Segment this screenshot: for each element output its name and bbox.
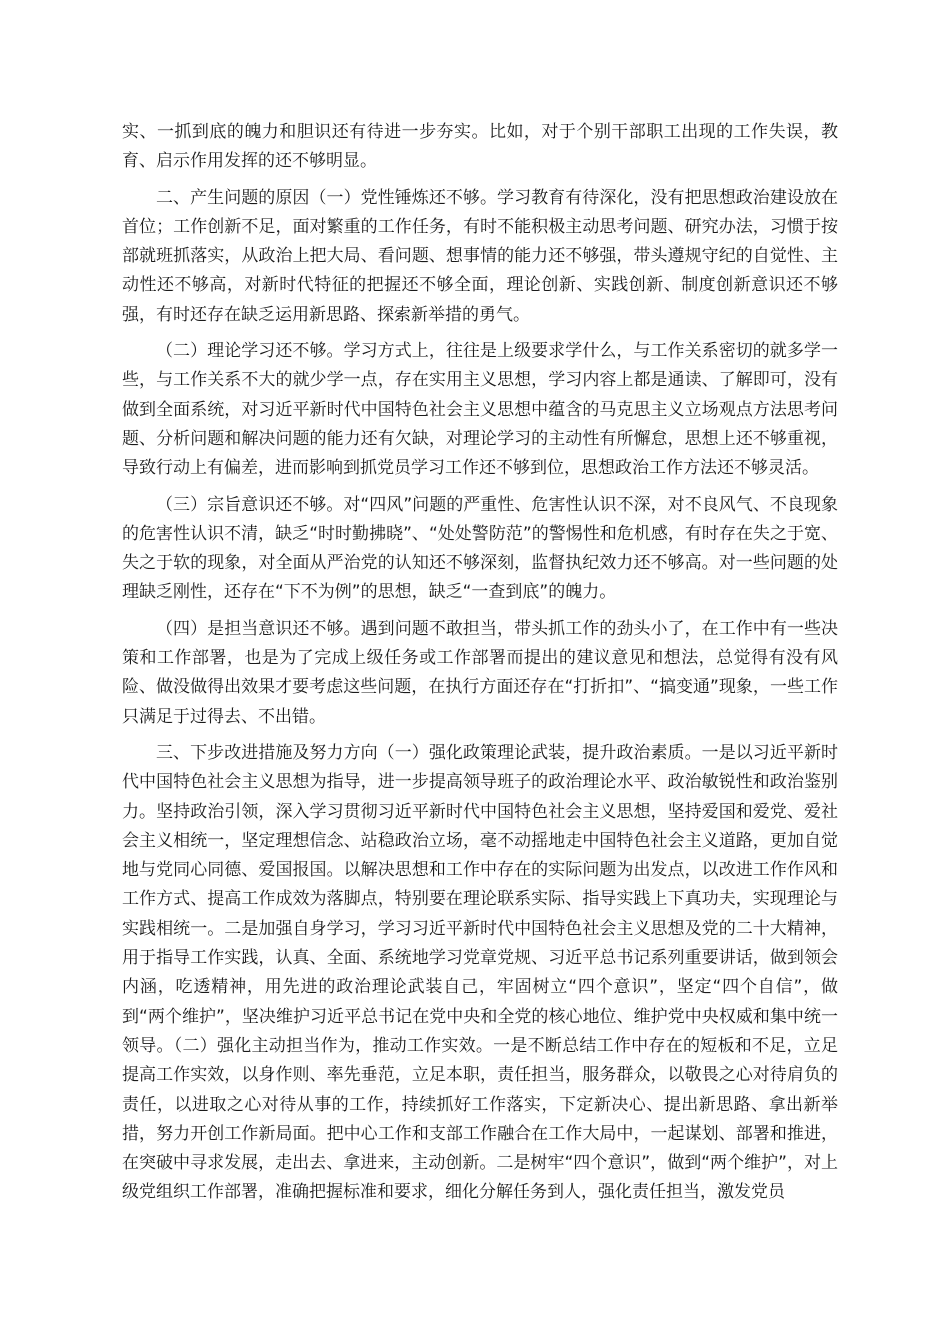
paragraph-responsibility-awareness: （四）是担当意识还不够。遇到问题不敢担当，带头抓工作的劲头小了，在工作中有一些决策和工作部署，也是为了完成上级任务或工作部署而提出的建议意见和想法，总觉得有没有风险、做没做得出效果才要考虑这些问题，在执行方面还存在“打折扣”、“搞变通”现象，一些工作只满足于过得去、不出错。 xyxy=(122,618,838,727)
document-page xyxy=(122,118,838,1215)
paragraph-improvement-measures: 三、下步改进措施及努力方向（一）强化政策理论武装，提升政治素质。一是以习近平新时代中国特色社会主义思想为指导，进一步提高领导班子的政治理论水平、政治敏锐性和政治鉴别力。坚持政治引领，深入学习贯彻习近平新时代中国特色社会主义思想，坚持爱国和爱党、爱社会主义相统一，坚定理想信念、站稳政治立场，毫不动摇地走中国特色社会主义道路，更加自觉地与党同心同德、爱国报国。以解决思想和工作中存在的实际问题为出发点，以改进工作作风和工作方式、提高工作成效为落脚点，特别要在理论联系实际、指导实践上下真功夫，实现理论与实践相统一。二是加强自身学习，学习习近平新时代中国特色社会主义思想及党的二十大精神，用于指导工作实践，认真、全面、系统地学习党章党规、习近平总书记系列重要讲话，做到领会内涵，吃透精神，用先进的政治理论武装自己，牢固树立“四个意识”，坚定“四个自信”，做到“两个维护”，坚决维护习近平总书记在党中央和全党的核心地位、维护党中央权威和集中统一领导。（二）强化主动担当作为，推动工作实效。一是不断总结工作中存在的短板和不足，立足提高工作实效，以身作则、率先垂范，立足本职，责任担当，服务群众，以敬畏之心对待肩负的责任，以进取之心对待从事的工作，持续抓好工作落实，下定新决心、提出新思路、拿出新举措，努力开创工作新局面。把中心工作和支部工作融合在工作大局中，一起谋划、部署和推进，在突破中寻求发展，走出去、拿进来，主动创新。二是树牢“四个意识”，做到“两个维护”，对上级党组织工作部署，准确把握标准和要求，细化分解任务到人，强化责任担当，激发党员 xyxy=(122,742,838,1203)
paragraph-purpose-awareness: （三）宗旨意识还不够。对“四风”问题的严重性、危害性认识不深，对不良风气、不良现象的危害性认识不清，缺乏“时时勤拂晓”、“处处警防范”的警惕性和危机感，有时存在失之于宽、失之于软的现象，对全面从严治党的认知还不够深刻，监督执纪效力还不够高。对一些问题的处理缺乏刚性，还存在“下不为例”的思想，缺乏“一查到底”的魄力。 xyxy=(122,494,838,603)
paragraph-causes-party-spirit: 二、产生问题的原因（一）党性锤炼还不够。学习教育有待深化，没有把思想政治建设放在首位；工作创新不足，面对繁重的工作任务，有时不能积极主动思考问题、研究办法，习惯于按部就班抓落实，从政治上把大局、看问题、想事情的能力还不够强，带头遵规守纪的自觉性、主动性还不够高，对新时代特征的把握还不够全面，理论创新、实践创新、制度创新意识还不够强，有时还存在缺乏运用新思路、探索新举措的勇气。 xyxy=(122,187,838,325)
paragraph-theory-study: （二）理论学习还不够。学习方式上，往往是上级要求学什么，与工作关系密切的就多学一些，与工作关系不大的就少学一点，存在实用主义思想，学习内容上都是通读、了解即可，没有做到全面系统，对习近平新时代中国特色社会主义思想中蕴含的马克思主义立场观点方法思考问题、分析问题和解决问题的能力还有欠缺，对理论学习的主动性有所懈怠，思想上还不够重视，导致行动上有偏差，进而影响到抓党员学习工作还不够到位，思想政治工作方法还不够灵活。 xyxy=(122,341,838,479)
paragraph-continuation: 实、一抓到底的魄力和胆识还有待进一步夯实。比如，对于个别干部职工出现的工作失误，教育、启示作用发挥的还不够明显。 xyxy=(122,122,838,172)
